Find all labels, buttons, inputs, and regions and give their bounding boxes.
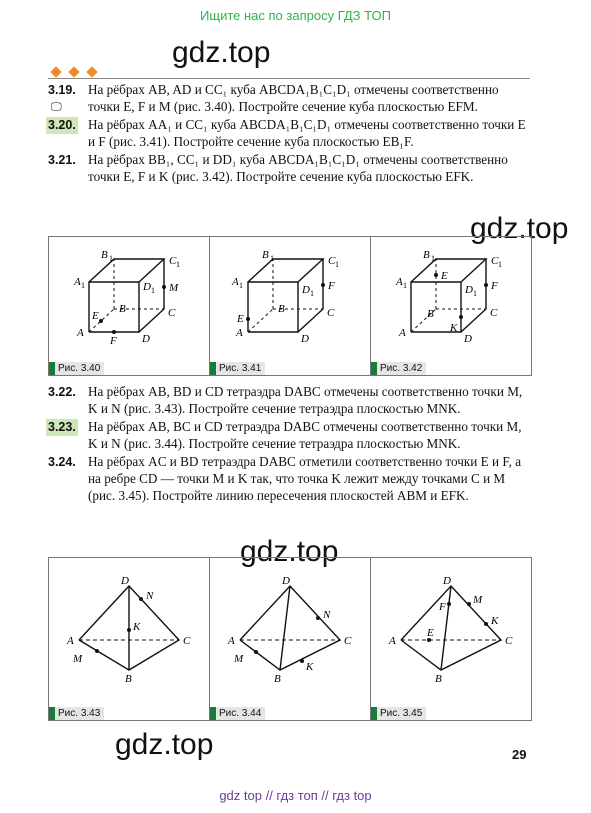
monitor-icon: 🖵 — [51, 101, 62, 113]
point-label: 1 — [403, 281, 407, 290]
point-label: A — [396, 276, 403, 288]
problems-top — [48, 82, 532, 188]
point-label: K — [306, 661, 314, 673]
tetrahedron-diagram — [49, 558, 209, 720]
point-label: F — [491, 280, 498, 292]
point-label: 1 — [498, 260, 502, 269]
point-label: D — [464, 333, 472, 345]
diamond-icon — [86, 66, 97, 77]
figure-row-cubes — [48, 236, 532, 376]
point-label: C — [327, 307, 335, 319]
problem-text: На рёбрах AB, BD и CD тетраэдра DABC отмечены соответственно точки M, K и N (рис. 3.43). Постройте сечение тетраэдра плоскостью MNK. — [88, 384, 523, 416]
problem-number: 3.23. — [48, 420, 76, 435]
problem-text: На рёбрах AB, BC и CD тетраэдра DABC отмечены соответственно точки M, K и N (рис. 3.44). Постройте сечение тетраэдра плоскостью MNK. — [88, 419, 522, 451]
point-label: B — [125, 673, 132, 685]
figure-caption: Рис. 3.44 — [210, 707, 265, 720]
point-label: 1 — [81, 281, 85, 290]
point-label: C — [168, 307, 176, 319]
point-label: K — [450, 322, 458, 334]
point-label: A — [67, 635, 74, 647]
point-label: M — [169, 282, 179, 294]
cube-diagram — [210, 237, 370, 375]
problem-number: 3.21. — [48, 153, 76, 168]
problem-number: 3.22. — [48, 385, 76, 399]
problem-3-23 — [48, 419, 532, 452]
point-label: F — [110, 335, 117, 347]
point-label: C — [490, 307, 498, 319]
section-diamonds — [50, 66, 98, 78]
point-label: B — [427, 308, 434, 320]
point-label: B — [119, 303, 126, 315]
cube-diagram — [49, 237, 209, 375]
point-label: E — [92, 310, 99, 322]
point-label: M — [234, 653, 244, 665]
problem-3-21 — [48, 152, 532, 185]
problem-3-24 — [48, 454, 532, 504]
point-label: E — [427, 627, 434, 639]
point-label: A — [228, 635, 235, 647]
footer: gdz top // гдз топ // гдз top — [219, 788, 372, 803]
diamond-icon — [50, 66, 61, 77]
point-label: B — [423, 249, 430, 261]
point-label: A — [399, 327, 406, 339]
figure-3-41 — [210, 237, 371, 375]
divider — [48, 78, 530, 79]
point-label: 1 — [151, 286, 155, 295]
point-label: B — [101, 249, 108, 261]
figure-caption: Рис. 3.40 — [49, 362, 104, 375]
problem-number: 3.20. — [48, 118, 76, 133]
point-label: A — [232, 276, 239, 288]
point-label: N — [146, 590, 154, 602]
problem-text: На рёбрах BB₁, CC₁ и DD₁ куба ABCDA₁B₁C₁D₁ отмечены соответственно точки E, F и K (рис. 3.42). Постройте сечение куба плоскостью EFK. — [88, 152, 508, 184]
point-label: 1 — [310, 289, 314, 298]
point-label: K — [133, 621, 141, 633]
point-label: B — [278, 303, 285, 315]
figure-3-44 — [210, 558, 371, 720]
point-label: 1 — [270, 254, 274, 263]
point-label: E — [237, 313, 244, 325]
point-label: F — [328, 280, 335, 292]
point-label: A — [74, 276, 81, 288]
figure-caption: Рис. 3.41 — [210, 362, 265, 375]
problem-3-19 — [48, 82, 532, 115]
point-label: 1 — [473, 289, 477, 298]
point-label: M — [473, 594, 483, 606]
watermark: gdz.top — [470, 212, 569, 245]
problem-3-22 — [48, 384, 532, 417]
problem-3-20 — [48, 117, 532, 150]
figure-row-tetrahedra — [48, 557, 532, 721]
point-label: A — [236, 327, 243, 339]
point-label: 1 — [109, 254, 113, 263]
point-label: D — [302, 284, 310, 296]
figure-caption: Рис. 3.45 — [371, 707, 426, 720]
problem-number: 3.24. — [48, 455, 76, 470]
point-label: 1 — [176, 260, 180, 269]
point-label: D — [282, 575, 290, 587]
point-label: B — [262, 249, 269, 261]
watermark: gdz.top — [115, 728, 214, 761]
point-label: D — [143, 281, 151, 293]
point-label: D — [142, 333, 150, 345]
point-label: M — [73, 653, 83, 665]
point-label: C — [491, 255, 499, 267]
figure-3-40 — [49, 237, 210, 375]
point-label: C — [328, 255, 336, 267]
figure-3-45 — [371, 558, 531, 720]
problem-text: На рёбрах AA₁ и CC₁ куба ABCDA₁B₁C₁D₁ отмечены соответственно точки E и F (рис. 3.41). Постройте сечение куба плоскостью EB₁F. — [88, 117, 526, 149]
point-label: B — [435, 673, 442, 685]
point-label: B — [274, 673, 281, 685]
figure-3-43 — [49, 558, 210, 720]
top-banner: Ищите нас по запросу ГДЗ ТОП — [200, 8, 391, 23]
point-label: F — [439, 601, 446, 613]
point-label: D — [443, 575, 451, 587]
point-label: C — [169, 255, 177, 267]
cube-diagram — [371, 237, 531, 375]
diamond-icon — [68, 66, 79, 77]
point-label: A — [77, 327, 84, 339]
point-label: K — [491, 615, 499, 627]
point-label: E — [441, 270, 448, 282]
point-label: 1 — [335, 260, 339, 269]
figure-3-42 — [371, 237, 531, 375]
point-label: C — [183, 635, 191, 647]
point-label: N — [323, 609, 331, 621]
problem-number: 3.19. — [48, 83, 76, 97]
problem-text: На рёбрах AB, AD и CC₁ куба ABCDA₁B₁C₁D₁ отмечены соответственно точки E, F и M (рис. 3.40). Постройте сечение куба плоскостью EFM. — [88, 82, 499, 114]
tetrahedron-diagram — [371, 558, 531, 720]
tetrahedron-diagram — [210, 558, 370, 720]
point-label: C — [505, 635, 513, 647]
figure-caption: Рис. 3.42 — [371, 362, 426, 375]
page-number: 29 — [512, 747, 527, 762]
problems-mid — [48, 384, 532, 506]
point-label: 1 — [239, 281, 243, 290]
point-label: A — [389, 635, 396, 647]
watermark: gdz.top — [240, 535, 339, 568]
watermark: gdz.top — [172, 36, 271, 69]
point-label: D — [121, 575, 129, 587]
point-label: C — [344, 635, 352, 647]
point-label: D — [465, 284, 473, 296]
point-label: 1 — [431, 254, 435, 263]
problem-text: На рёбрах AC и BD тетраэдра DABC отметили соответственно точки E и F, а на ребре CD — точки M и K так, что точка K лежит между точками C и M (рис. 3.45). Постройте линию пересечения плоскостей ABM и EFK. — [88, 454, 522, 503]
figure-caption: Рис. 3.43 — [49, 707, 104, 720]
point-label: D — [301, 333, 309, 345]
